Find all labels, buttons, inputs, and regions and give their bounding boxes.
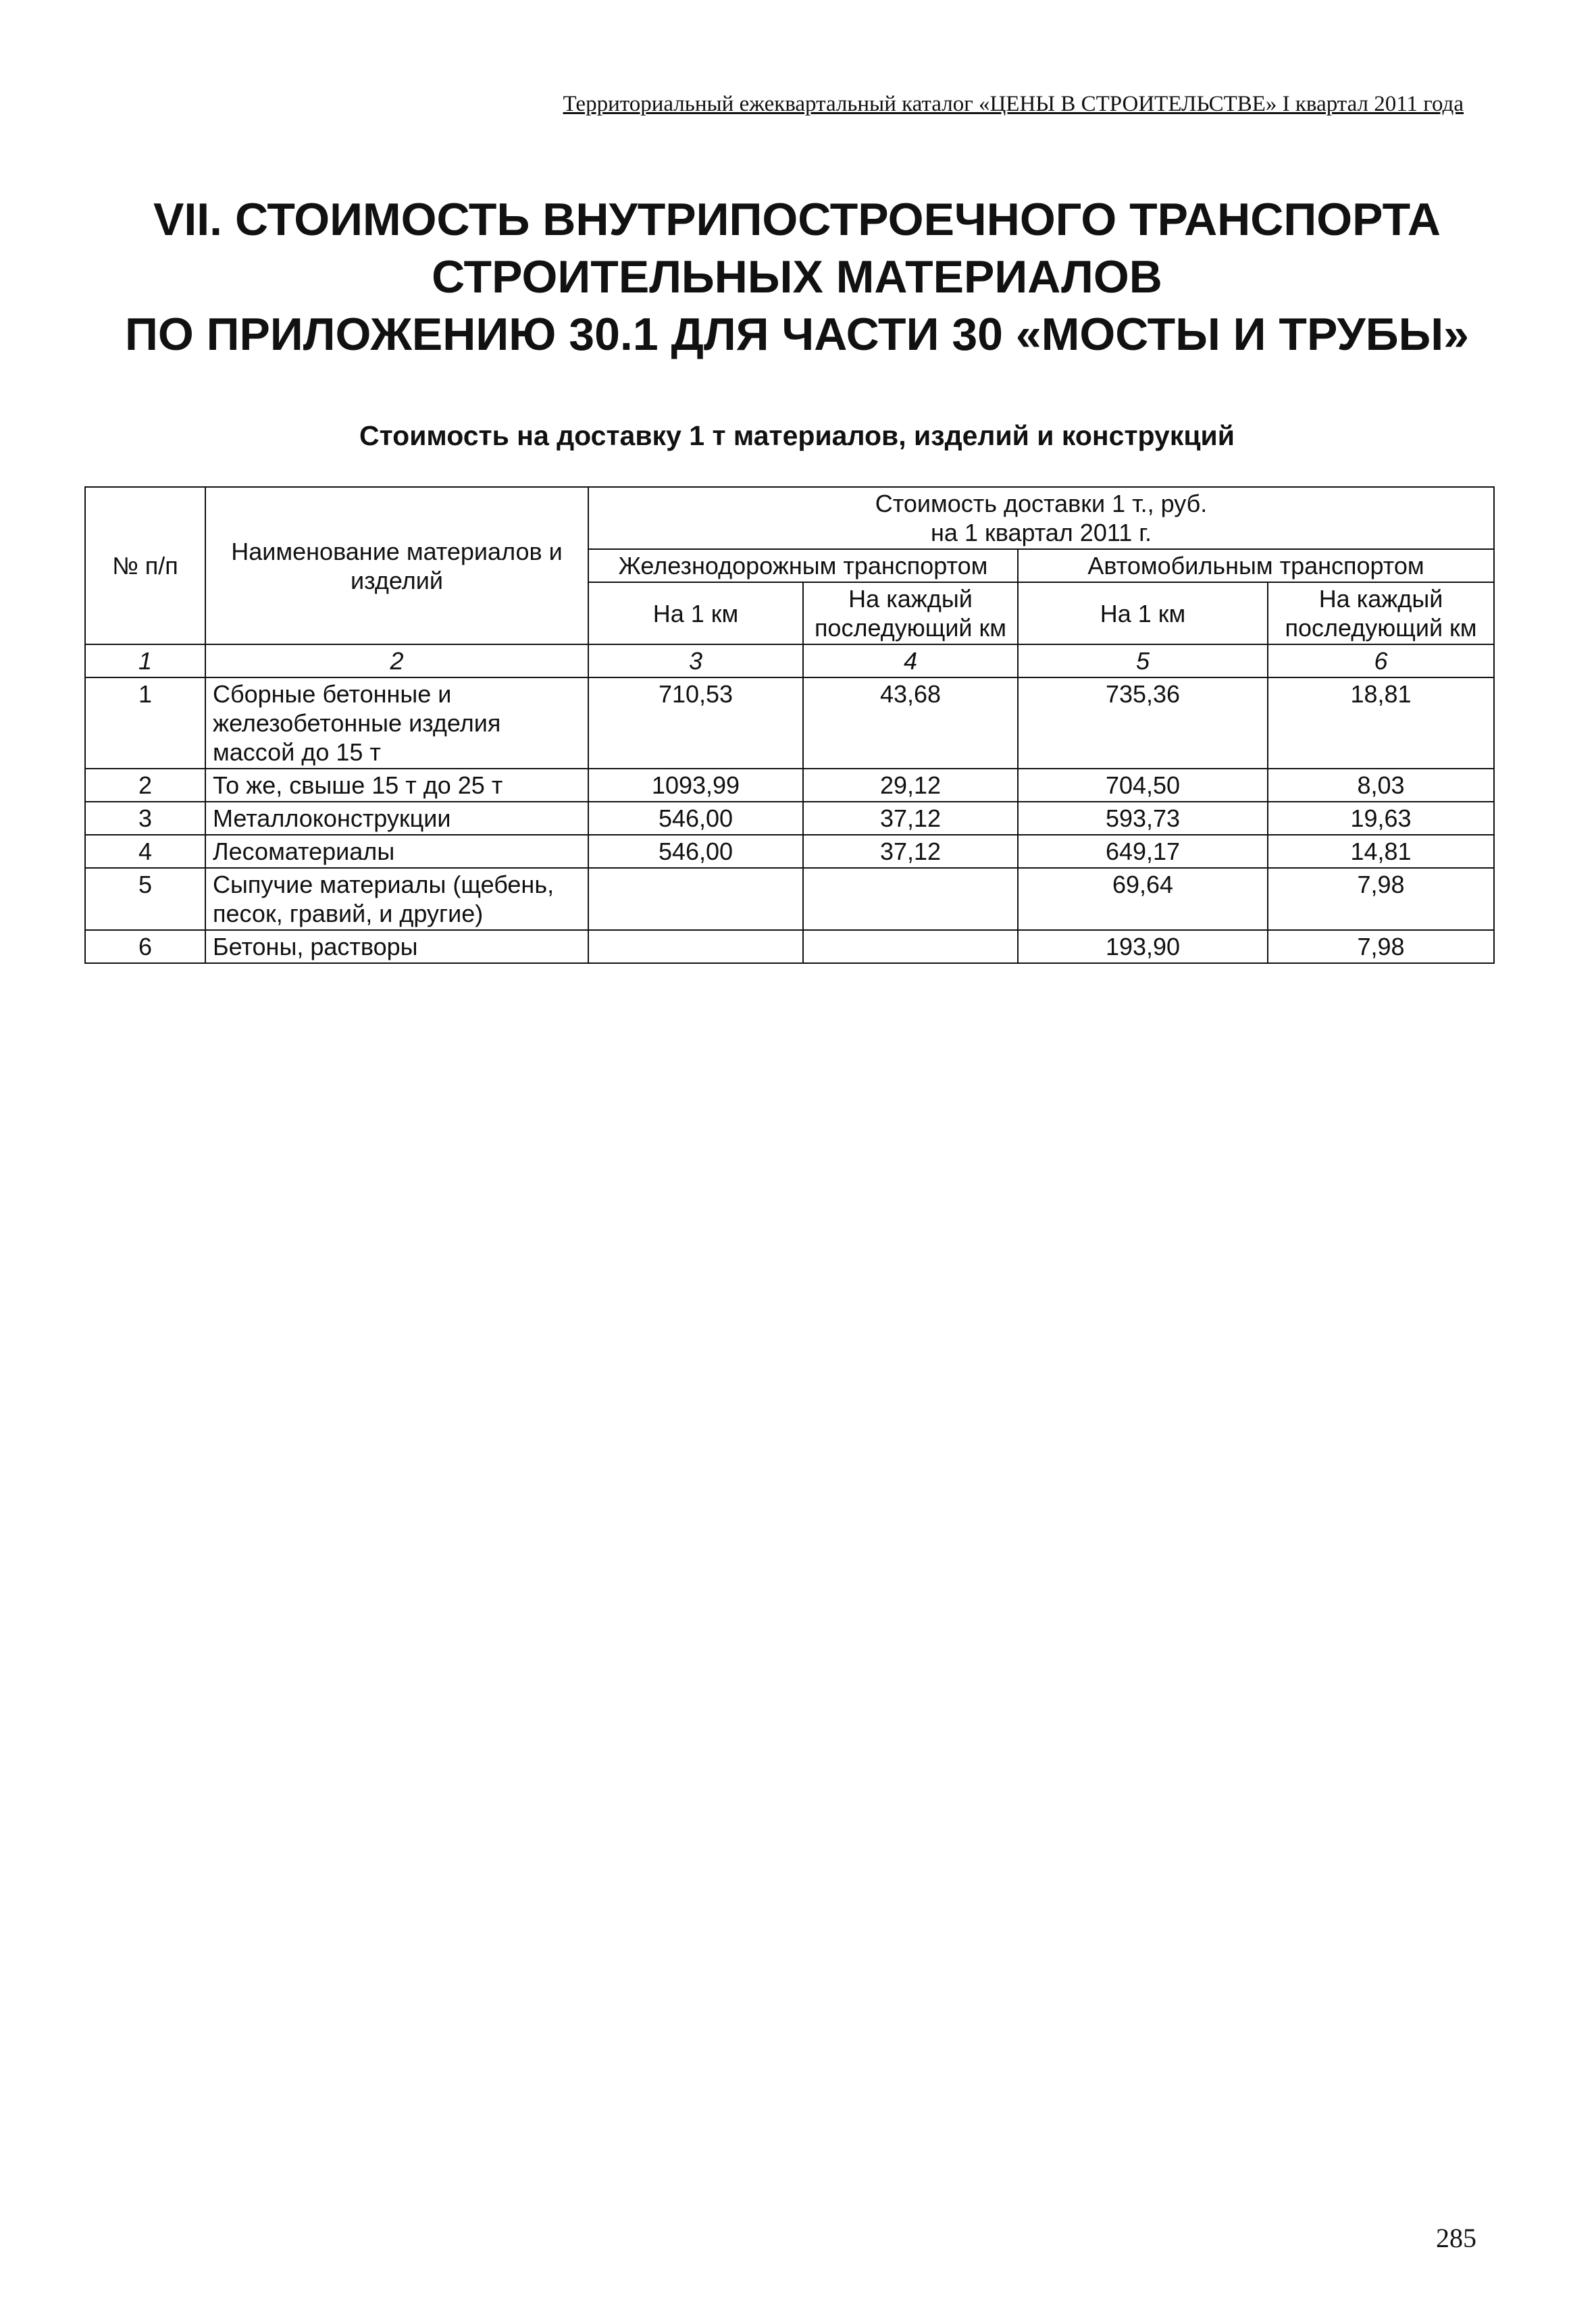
rail-cost-next-km: 29,12 xyxy=(803,769,1018,802)
material-name: Металлоконструкции xyxy=(205,802,588,835)
auto-cost-1km: 593,73 xyxy=(1018,802,1268,835)
rail-cost-1km xyxy=(588,868,803,930)
column-header-rail-1km: На 1 км xyxy=(588,582,803,644)
table-row xyxy=(85,769,1494,802)
title-line-2: СТРОИТЕЛЬНЫХ МАТЕРИАЛОВ xyxy=(432,251,1162,303)
auto-cost-1km: 649,17 xyxy=(1018,835,1268,868)
auto-cost-next-km: 8,03 xyxy=(1268,769,1494,802)
material-name: Сборные бетонные и железобетонные изделия массой до 15 т xyxy=(205,677,588,769)
rail-cost-1km: 710,53 xyxy=(588,677,803,769)
column-header-name: Наименование материалов и изделий xyxy=(205,487,588,644)
auto-cost-next-km: 7,98 xyxy=(1268,930,1494,963)
cost-header-line-2: на 1 квартал 2011 г. xyxy=(931,519,1152,546)
table-row xyxy=(85,802,1494,835)
column-index: 5 xyxy=(1018,644,1268,677)
column-index: 1 xyxy=(85,644,205,677)
column-group-rail: Железнодорожным транспортом xyxy=(588,549,1018,582)
cost-header-line-1: Стоимость доставки 1 т., руб. xyxy=(875,490,1208,517)
delivery-cost-table xyxy=(84,486,1495,964)
table-caption: Стоимость на доставку 1 т материалов, изделий и конструкций xyxy=(359,420,1235,451)
row-number: 3 xyxy=(85,802,205,835)
material-name: То же, свыше 15 т до 25 т xyxy=(205,769,588,802)
auto-cost-1km: 735,36 xyxy=(1018,677,1268,769)
table-row xyxy=(85,677,1494,769)
table-row xyxy=(85,930,1494,963)
column-header-auto-next: На каждый последующий км xyxy=(1268,582,1494,644)
auto-cost-next-km: 14,81 xyxy=(1268,835,1494,868)
auto-cost-next-km: 7,98 xyxy=(1268,868,1494,930)
table-row xyxy=(85,835,1494,868)
material-name: Лесоматериалы xyxy=(205,835,588,868)
column-header-number: № п/п xyxy=(85,487,205,644)
title-line-3: ПО ПРИЛОЖЕНИЮ 30.1 ДЛЯ ЧАСТИ 30 «МОСТЫ И ТРУБЫ» xyxy=(125,309,1469,360)
row-number: 5 xyxy=(85,868,205,930)
rail-cost-next-km: 37,12 xyxy=(803,802,1018,835)
auto-cost-1km: 704,50 xyxy=(1018,769,1268,802)
column-index: 2 xyxy=(205,644,588,677)
rail-cost-next-km: 37,12 xyxy=(803,835,1018,868)
auto-cost-1km: 69,64 xyxy=(1018,868,1268,930)
column-index: 3 xyxy=(588,644,803,677)
row-number: 1 xyxy=(85,677,205,769)
table-row xyxy=(85,868,1494,930)
row-number: 2 xyxy=(85,769,205,802)
column-index-row xyxy=(85,644,1494,677)
title-line-1: VII. СТОИМОСТЬ ВНУТРИПОСТРОЕЧНОГО ТРАНСПОРТА xyxy=(153,194,1441,245)
auto-cost-next-km: 19,63 xyxy=(1268,802,1494,835)
material-name: Бетоны, растворы xyxy=(205,930,588,963)
rail-cost-1km: 1093,99 xyxy=(588,769,803,802)
running-header: Территориальный ежеквартальный каталог «ЦЕНЫ В СТРОИТЕЛЬСТВЕ» I квартал 2011 года xyxy=(563,92,1464,116)
column-header-cost xyxy=(588,487,1494,549)
column-header-rail-next: На каждый последующий км xyxy=(803,582,1018,644)
material-name: Сыпучие материалы (щебень, песок, гравий, и другие) xyxy=(205,868,588,930)
row-number: 6 xyxy=(85,930,205,963)
column-group-auto: Автомобильным транспортом xyxy=(1018,549,1494,582)
column-index: 4 xyxy=(803,644,1018,677)
rail-cost-1km: 546,00 xyxy=(588,835,803,868)
column-index: 6 xyxy=(1268,644,1494,677)
rail-cost-1km: 546,00 xyxy=(588,802,803,835)
header-row-1 xyxy=(85,487,1494,549)
auto-cost-1km: 193,90 xyxy=(1018,930,1268,963)
column-header-auto-1km: На 1 км xyxy=(1018,582,1268,644)
auto-cost-next-km: 18,81 xyxy=(1268,677,1494,769)
rail-cost-next-km xyxy=(803,868,1018,930)
rail-cost-next-km xyxy=(803,930,1018,963)
page-number: 285 xyxy=(1436,2223,1476,2253)
rail-cost-next-km: 43,68 xyxy=(803,677,1018,769)
page-title xyxy=(88,191,1506,363)
rail-cost-1km xyxy=(588,930,803,963)
row-number: 4 xyxy=(85,835,205,868)
